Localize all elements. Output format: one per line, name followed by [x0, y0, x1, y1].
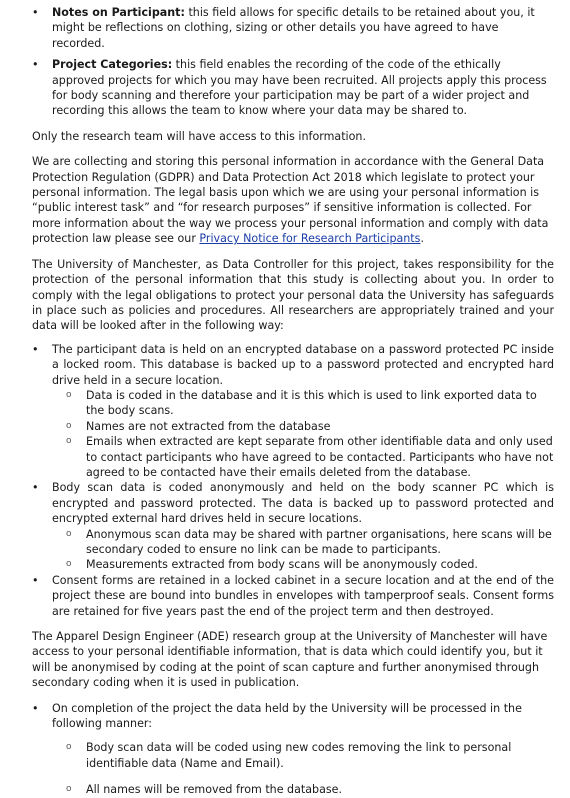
sub-bullet-text: All names will be removed from the database. [86, 783, 343, 797]
circle-bullet-icon: o [66, 528, 72, 539]
sub-bullet [32, 740, 554, 771]
bullet-project-categories [32, 57, 554, 119]
sub-bullet-text: Body scan data will be coded using new codes removing the link to personal identifiable data (Name and Email). [86, 741, 512, 770]
sub-bullet-text: Anonymous scan data may be shared with partner organisations, here scans will be secondary coded to ensure no link can be made to participants. [86, 527, 552, 556]
safeguard-bullet-consent-forms [32, 573, 554, 619]
controller-paragraph: The University of Manchester, as Data Controller for this project, takes responsibility for the protection of the personal information that this study is collecting about you. In order to comply with the legal obligations to protect your personal data the University has safeguards in place such as policies and procedures. All researchers are appropriately trained and your data will be looked after in the following way: [32, 257, 554, 333]
access-note: Only the research team will have access to this information. [32, 129, 366, 143]
sub-bullet [32, 434, 554, 480]
bullet-icon: • [32, 573, 39, 587]
privacy-notice-link[interactable]: Privacy Notice for Research Participants [199, 232, 421, 246]
sub-bullet [32, 388, 554, 419]
bullet-text: this field allows for specific details to be retained about you, it might be reflections on clothing, sizing or other details you have agreed to have recorded. [52, 6, 535, 50]
circle-bullet-icon: o [66, 784, 72, 795]
bullet-icon: • [32, 701, 39, 715]
gdpr-paragraph [32, 154, 554, 246]
sub-bullet-text: Data is coded in the database and it is this which is used to link exported data to the body scans. [86, 388, 537, 418]
bullet-text: Consent forms are retained in a locked cabinet in a secure location and at the end of the project these are bound into bundles in envelopes with tamperproof seals. Consent forms are retained for five years past the end of the project term and then destroyed. [52, 573, 554, 618]
ade-paragraph: The Apparel Design Engineer (ADE) research group at the University of Manchester will have access to your personal identifiable information, that is data which could identify you, but it will be anonymised by coding at the point of scan capture and further anonymised through secondary coding when it is used in publication. [32, 630, 548, 690]
bullet-label: Project Categories: [52, 58, 173, 72]
sub-bullet-text: Names are not extracted from the database [86, 419, 331, 433]
bullet-icon: • [32, 58, 39, 72]
sub-bullet-text: Emails when extracted are kept separate from other identifiable data and only used to contact participants who have agreed to be contacted. Participants who have not agreed to be contacted have their emails deleted from the database. [86, 435, 554, 479]
sub-bullet [32, 419, 554, 434]
sub-bullet [32, 557, 554, 572]
circle-bullet-icon: o [66, 436, 72, 447]
bullet-text: The participant data is held on an encrypted database on a password protected PC inside a locked room. This database is backed up to a password protected and encrypted hard drive held in a secure location. [52, 342, 554, 387]
period: . [420, 232, 424, 246]
bullet-icon: • [32, 481, 39, 495]
bullet-text: Body scan data is coded anonymously and held on the body scanner PC which is encrypted and password protected. The data is backed up to password protected and encrypted external hard drives held in secure locations. [52, 481, 554, 526]
circle-bullet-icon: o [66, 389, 72, 400]
bullet-icon: • [32, 6, 39, 19]
circle-bullet-icon: o [66, 420, 72, 431]
circle-bullet-icon: o [66, 559, 72, 570]
sub-bullet-text: Measurements extracted from body scans will be anonymously coded. [86, 558, 478, 572]
safeguard-bullet-body-scan [32, 480, 554, 526]
bullet-label: Notes on Participant: [52, 6, 185, 19]
sub-bullet [32, 782, 554, 797]
bullet-icon: • [32, 342, 39, 356]
bullet-text: this field enables the recording of the code of the ethically approved projects for which you may have been recruited. All projects apply this process for body scanning and therefore your participation may be part of a wider project and recording this allows the team to know where your data may be shared to. [52, 58, 547, 118]
circle-bullet-icon: o [66, 742, 72, 753]
bullet-notes-on-participant [32, 5, 554, 51]
safeguard-bullet-database [32, 342, 554, 388]
bullet-text: On completion of the project the data held by the University will be processed in the following manner: [52, 701, 522, 731]
gdpr-text: We are collecting and storing this personal information in accordance with the General Data Protection Regulation (GDPR) and Data Protection Act 2018 which legislate to protect your personal information. The legal basis upon which we are using your personal information is “public interest task” and “for research purposes” if sensitive information is collected. For more information about the way we process your personal information and comply with data protection law please see our [32, 155, 549, 246]
completion-bullet [32, 701, 554, 732]
sub-bullet [32, 527, 554, 558]
